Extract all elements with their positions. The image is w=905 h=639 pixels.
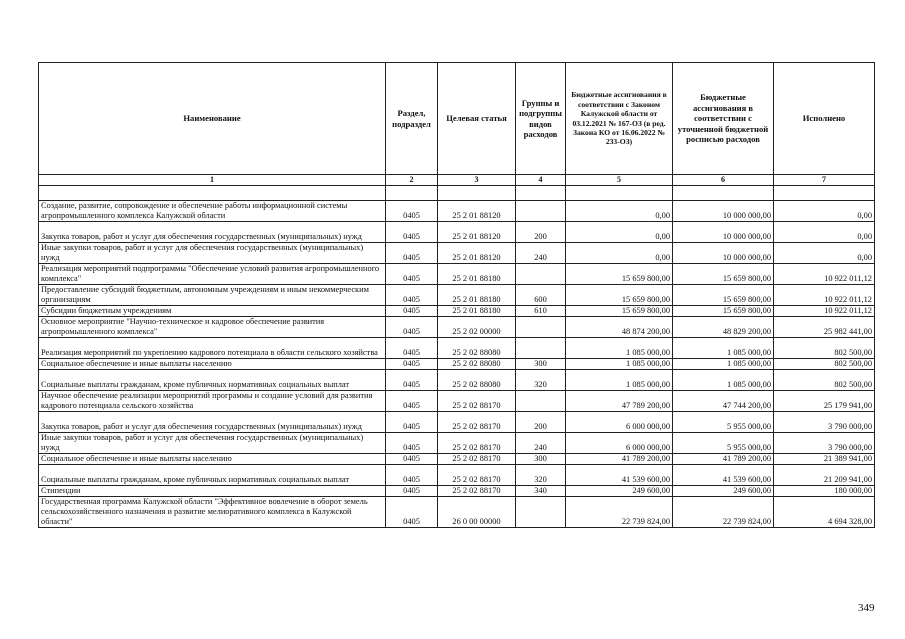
row-roster-amount: 47 744 200,00 [673,391,774,412]
table-row [39,465,875,486]
row-section: 0405 [386,391,438,412]
row-section: 0405 [386,497,438,528]
row-name: Реализация мероприятий по укреплению кадрового потенциала в области сельского хозяйства [39,338,386,359]
row-name: Иные закупки товаров, работ и услуг для обеспечения государственных (муниципальных) нужд [39,243,386,264]
col-number: 2 [386,175,438,186]
col-number: 1 [39,175,386,186]
row-roster-amount: 1 085 000,00 [673,359,774,370]
row-law-amount: 1 085 000,00 [566,370,673,391]
row-executed-amount: 0,00 [774,222,875,243]
row-group [516,264,566,285]
row-law-amount: 15 659 800,00 [566,285,673,306]
row-name: Социальные выплаты гражданам, кроме публичных нормативных социальных выплат [39,465,386,486]
table-row [39,243,875,264]
row-law-amount: 0,00 [566,201,673,222]
row-law-amount: 6 000 000,00 [566,412,673,433]
row-section: 0405 [386,454,438,465]
row-group: 320 [516,370,566,391]
row-roster-amount: 22 739 824,00 [673,497,774,528]
table-row [39,201,875,222]
row-article: 25 2 01 88120 [438,243,516,264]
row-name: Социальное обеспечение и иные выплаты населению [39,359,386,370]
table-row [39,317,875,338]
row-executed-amount: 21 389 941,00 [774,454,875,465]
row-name: Государственная программа Калужской области "Эффективное вовлечение в оборот земель сельскохозяйственного назначения и развитие мелиоративного комплекса в Калужской области" [39,497,386,528]
row-law-amount: 0,00 [566,243,673,264]
row-name: Предоставление субсидий бюджетным, автономным учреждениям и иным некоммерческим организациям [39,285,386,306]
row-article: 25 2 01 88180 [438,285,516,306]
header-section: Раздел, подраздел [386,63,438,175]
row-law-amount: 22 739 824,00 [566,497,673,528]
row-law-amount: 41 789 200,00 [566,454,673,465]
table-row [39,497,875,528]
row-name: Стипендии [39,486,386,497]
row-roster-amount: 15 659 800,00 [673,306,774,317]
row-executed-amount: 3 790 000,00 [774,433,875,454]
row-roster-amount: 41 789 200,00 [673,454,774,465]
row-law-amount: 249 600,00 [566,486,673,497]
table-row [39,222,875,243]
row-article: 25 2 02 88170 [438,433,516,454]
row-group [516,338,566,359]
row-article: 25 2 02 88080 [438,370,516,391]
row-group [516,497,566,528]
row-article: 25 2 02 88170 [438,454,516,465]
row-roster-amount: 10 000 000,00 [673,201,774,222]
row-section: 0405 [386,317,438,338]
row-section: 0405 [386,306,438,317]
row-group: 200 [516,412,566,433]
row-executed-amount: 3 790 000,00 [774,412,875,433]
row-group: 240 [516,433,566,454]
header-article: Целевая статья [438,63,516,175]
header-roster-assignments: Бюджетные ассигнования в соответствии с уточненной бюджетной росписью расходов [673,63,774,175]
table-row [39,370,875,391]
row-name: Социальные выплаты гражданам, кроме публичных нормативных социальных выплат [39,370,386,391]
col-number: 4 [516,175,566,186]
row-executed-amount: 4 694 328,00 [774,497,875,528]
table-row [39,359,875,370]
row-executed-amount: 10 922 011,12 [774,264,875,285]
row-executed-amount: 21 209 941,00 [774,465,875,486]
row-section: 0405 [386,412,438,433]
row-law-amount: 1 085 000,00 [566,359,673,370]
row-executed-amount: 0,00 [774,201,875,222]
row-group: 320 [516,465,566,486]
row-roster-amount: 15 659 800,00 [673,285,774,306]
row-executed-amount: 802 500,00 [774,370,875,391]
row-name: Социальное обеспечение и иные выплаты населению [39,454,386,465]
row-roster-amount: 1 085 000,00 [673,338,774,359]
row-executed-amount: 25 179 941,00 [774,391,875,412]
row-name: Закупка товаров, работ и услуг для обеспечения государственных (муниципальных) нужд [39,222,386,243]
row-group: 200 [516,222,566,243]
col-number: 3 [438,175,516,186]
row-roster-amount: 5 955 000,00 [673,412,774,433]
row-group: 240 [516,243,566,264]
row-article: 25 2 02 88170 [438,486,516,497]
row-name: Создание, развитие, сопровождение и обеспечение работы информационной системы агропромышленного комплекса Калужской области [39,201,386,222]
page-number: 349 [858,602,875,614]
table-row [39,433,875,454]
row-article: 26 0 00 00000 [438,497,516,528]
row-law-amount: 48 874 200,00 [566,317,673,338]
table-row [39,338,875,359]
row-executed-amount: 802 500,00 [774,359,875,370]
row-executed-amount: 10 922 011,12 [774,306,875,317]
row-article: 25 2 01 88120 [438,222,516,243]
row-article: 25 2 02 88170 [438,391,516,412]
row-name: Основное мероприятие "Научно-техническое и кадровое обеспечение развития агропромышленного комплекса" [39,317,386,338]
row-group: 300 [516,454,566,465]
col-number: 5 [566,175,673,186]
row-group [516,201,566,222]
row-article: 25 2 02 88080 [438,338,516,359]
budget-table [38,62,875,528]
row-law-amount: 15 659 800,00 [566,264,673,285]
header-group: Группы и подгруппы видов расходов [516,63,566,175]
table-row [39,454,875,465]
row-section: 0405 [386,370,438,391]
row-section: 0405 [386,486,438,497]
row-law-amount: 6 000 000,00 [566,433,673,454]
row-executed-amount: 180 000,00 [774,486,875,497]
row-section: 0405 [386,465,438,486]
row-group: 600 [516,285,566,306]
row-roster-amount: 15 659 800,00 [673,264,774,285]
row-article: 25 2 01 88120 [438,201,516,222]
row-law-amount: 47 789 200,00 [566,391,673,412]
row-name: Реализация мероприятий подпрограммы "Обеспечение условий развития агропромышленного комплекса" [39,264,386,285]
row-roster-amount: 5 955 000,00 [673,433,774,454]
row-article: 25 2 01 88180 [438,264,516,285]
col-number: 6 [673,175,774,186]
row-roster-amount: 249 600,00 [673,486,774,497]
row-group [516,391,566,412]
row-name: Научное обеспечение реализации мероприятий программы и создание условий для развития кадрового потенциала сельского хозяйства [39,391,386,412]
row-name: Субсидии бюджетным учреждениям [39,306,386,317]
row-law-amount: 1 085 000,00 [566,338,673,359]
row-article: 25 2 02 00000 [438,317,516,338]
row-name: Закупка товаров, работ и услуг для обеспечения государственных (муниципальных) нужд [39,412,386,433]
row-section: 0405 [386,285,438,306]
row-executed-amount: 802 500,00 [774,338,875,359]
row-roster-amount: 10 000 000,00 [673,243,774,264]
row-article: 25 2 01 88180 [438,306,516,317]
row-section: 0405 [386,243,438,264]
header-executed: Исполнено [774,63,875,175]
spacer-row [39,186,875,201]
row-section: 0405 [386,222,438,243]
row-article: 25 2 02 88080 [438,359,516,370]
row-name: Иные закупки товаров, работ и услуг для обеспечения государственных (муниципальных) нужд [39,433,386,454]
row-section: 0405 [386,338,438,359]
row-law-amount: 0,00 [566,222,673,243]
header-name: Наименование [39,63,386,175]
row-roster-amount: 48 829 200,00 [673,317,774,338]
table-row [39,306,875,317]
row-group: 300 [516,359,566,370]
table-row [39,285,875,306]
budget-sheet [38,62,875,528]
row-roster-amount: 1 085 000,00 [673,370,774,391]
row-executed-amount: 0,00 [774,243,875,264]
header-law-assignments: Бюджетные ассигнования в соответствии с Законом Калужской области от 03.12.2021 № 167-ОЗ (в ред. Закона КО от 16.06.2022 № 233-ОЗ) [566,63,673,175]
row-executed-amount: 25 982 441,00 [774,317,875,338]
row-group: 610 [516,306,566,317]
row-group [516,317,566,338]
row-group: 340 [516,486,566,497]
row-article: 25 2 02 88170 [438,465,516,486]
row-law-amount: 15 659 800,00 [566,306,673,317]
table-header-row [39,63,875,175]
row-section: 0405 [386,359,438,370]
row-roster-amount: 10 000 000,00 [673,222,774,243]
row-section: 0405 [386,264,438,285]
table-row [39,412,875,433]
row-roster-amount: 41 539 600,00 [673,465,774,486]
column-number-row [39,175,875,186]
row-section: 0405 [386,201,438,222]
table-row [39,264,875,285]
col-number: 7 [774,175,875,186]
table-row [39,486,875,497]
row-section: 0405 [386,433,438,454]
row-article: 25 2 02 88170 [438,412,516,433]
row-executed-amount: 10 922 011,12 [774,285,875,306]
table-row [39,391,875,412]
row-law-amount: 41 539 600,00 [566,465,673,486]
